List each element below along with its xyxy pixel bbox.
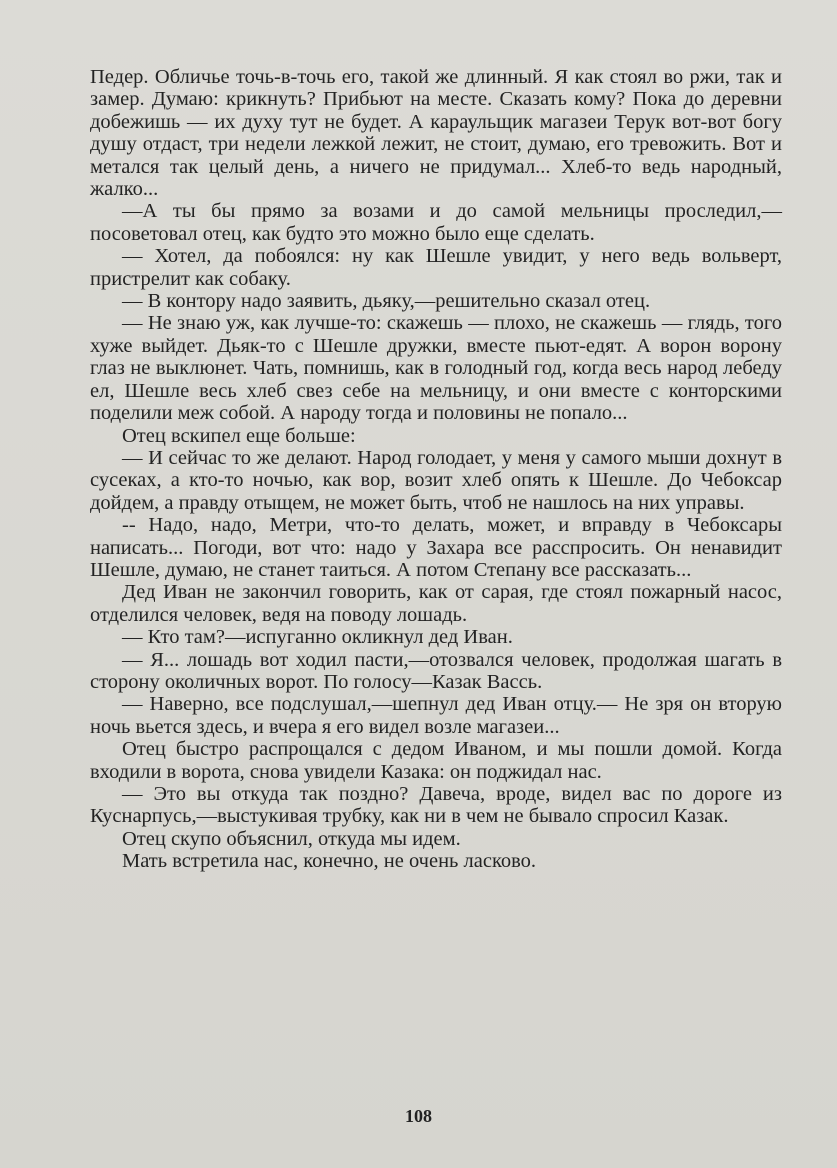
paragraph: —А ты бы прямо за возами и до самой мельницы проследил,—посоветовал отец, как будто это можно было еще сделать. — [90, 200, 782, 245]
paragraph: Отец скупо объяснил, откуда мы идем. — [122, 827, 461, 850]
paragraph: Отец вскипел еще больше: — [122, 424, 356, 447]
paragraph: — В контору надо заявить, дьяку,—решительно сказал отец. — [122, 290, 651, 313]
paragraph: — Наверно, все подслушал,—шепнул дед Иван отцу.— Не зря он вторую ночь вьется здесь, и вчера я его видел возле магазеи... — [90, 693, 782, 738]
paragraph: -- Надо, надо, Метри, что-то делать, может, и вправду в Чебоксары написать... Погоди, вот что: надо у Захара все расспросить. Он ненавидит Шешле, думаю, не станет таиться. А потом Степану все рассказать... — [90, 514, 782, 581]
paragraph: Отец быстро распрощался с дедом Иваном, и мы пошли домой. Когда входили в ворота, снова увидели Казака: он поджидал нас. — [90, 738, 782, 783]
paragraph: Мать встретила нас, конечно, не очень ласково. — [122, 850, 537, 873]
paragraph: — Хотел, да побоялся: ну как Шешле увидит, у него ведь вольверт, пристрелит как собаку. — [90, 245, 782, 290]
paragraph: — Кто там?—испуганно окликнул дед Иван. — [122, 626, 513, 649]
page-number: 108 — [405, 1106, 432, 1126]
paragraph: — Я... лошадь вот ходил пасти,—отозвался человек, продолжая шагать в сторону околичных ворот. По голосу—Казак Вассь. — [90, 648, 782, 693]
body-text — [90, 66, 782, 873]
paragraph: — И сейчас то же делают. Народ голодает, у меня у самого мыши дохнут в сусеках, а кто-то ночью, как вор, возит хлеб опять к Шешле. До Чебоксар дойдем, а правду отыщем, не может быть, чтоб не нашлось на них управы. — [90, 446, 782, 514]
paragraph: Педер. Обличье точь-в-точь его, такой же длинный. Я как стоял во ржи, так и замер. Думаю: крикнуть? Прибьют на месте. Сказать кому? Пока до деревни добежишь — их духу тут не будет. А караульщик магазеи Терук вот-вот богу душу отдаст, три недели лежкой лежит, не стоит, думаю, его тревожить. Вот и метался так целый день, а ничего не придумал... Хлеб-то ведь народный, жалко... — [90, 66, 782, 201]
paragraph: — Это вы откуда так поздно? Давеча, вроде, видел вас по дороге из Куснарпусь,—выстукивая трубку, как ни в чем не бывало спросил Казак. — [90, 783, 782, 828]
paragraph: Дед Иван не закончил говорить, как от сарая, где стоял пожарный насос, отделился человек, ведя на поводу лошадь. — [90, 581, 782, 626]
paragraph: — Не знаю уж, как лучше-то: скажешь — плохо, не скажешь — глядь, того хуже выйдет. Дьяк-то с Шешле дружки, вместе пьют-едят. А ворон ворону глаз не выклюнет. Чать, помнишь, как в голодный год, когда весь народ лебеду ел, Шешле весь хлеб свез себе на мельницу, и они вместе с конторскими поделили меж собой. А народу тогда и половины не попало... — [90, 312, 782, 425]
